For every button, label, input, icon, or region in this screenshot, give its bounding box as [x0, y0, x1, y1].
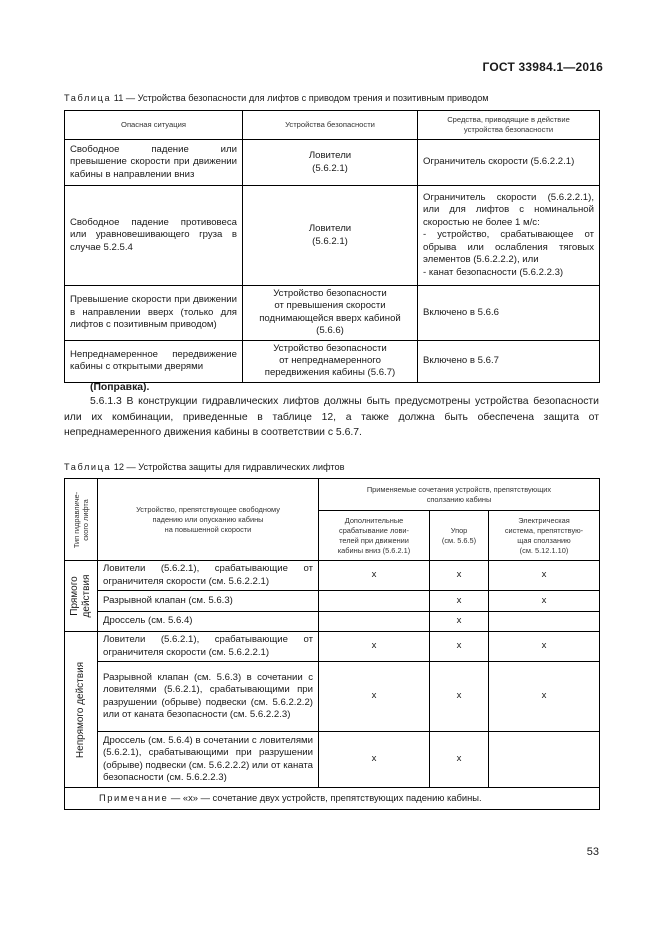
mark-cell: x: [430, 732, 489, 788]
table-row: [65, 662, 600, 732]
device-line: (5.6.2.1): [312, 235, 348, 247]
device-line: от непреднамеренного передвижения кабины (5.6.7): [264, 355, 396, 379]
table-row: [65, 186, 600, 286]
device-line: Устройство безопасности: [273, 288, 387, 299]
device-cell: Ловители (5.6.2.1), срабатывающие от ограничителя скорости (см. 5.6.2.2.1): [98, 561, 319, 591]
header-line: щая сползанию: [517, 535, 571, 545]
mark-cell: [319, 591, 430, 612]
situation-cell: Непреднамеренное передвижение кабины с открытыми дверями: [65, 340, 243, 382]
mark-cell: x: [489, 561, 600, 591]
mark-cell: x: [430, 561, 489, 591]
table-12-note: [65, 788, 600, 810]
table-row: [65, 591, 600, 612]
header-line: Дополнительные: [344, 515, 404, 525]
table-11: [64, 110, 600, 383]
subheader-safety-gear: [319, 511, 430, 561]
mark-cell: x: [319, 561, 430, 591]
correction-note: (Поправка).: [90, 382, 150, 393]
header-line: Упор: [450, 525, 468, 535]
subheader-stop: [430, 511, 489, 561]
header-line: система, препятствую-: [504, 525, 584, 535]
device-cell: Разрывной клапан (см. 5.6.3): [98, 591, 319, 612]
situation-cell: Превышение скорости при движении в направлении вверх (только для лифтов с позитивным приводом): [65, 286, 243, 341]
note-prefix: Примечание: [99, 792, 169, 804]
device-cell: [243, 186, 418, 286]
device-line: от превышения скорости поднимающейся вверх кабиной (5.6.6): [259, 300, 401, 337]
table-11-header-device: Устройства безопасности: [243, 111, 418, 140]
situation-cell: Свободное падение или превышение скорости при движении кабины в направлении вниз: [65, 140, 243, 186]
table-row: [65, 140, 600, 186]
table-11-header-situation: Опасная ситуация: [65, 111, 243, 140]
group-line: действия: [81, 574, 92, 618]
device-cell: Разрывной клапан (см. 5.6.3) в сочетании с ловителями (5.6.2.1), срабатывающими при разрушении (обрыве) подвески (см. 5.6.2.2.2) или от каната безопасности (см. 5.6.2.2.3): [98, 662, 319, 732]
table-row: [65, 340, 600, 382]
situation-cell: Свободное падение противовеса или уравновешивающего груза в случае 5.2.5.4: [65, 186, 243, 286]
header-line: (см. 5.6.5): [441, 535, 477, 545]
table-11-caption-text: 11 — Устройства безопасности для лифтов с приводом трения и позитивным приводом: [111, 93, 489, 103]
mark-cell: x: [489, 591, 600, 612]
table-12-header-row: [65, 479, 600, 511]
mark-cell: x: [430, 612, 489, 632]
table-12-caption: [64, 461, 345, 473]
device-line: (5.6.2.1): [312, 162, 348, 174]
note-text: — «х» — сочетание двух устройств, препятствующих падению кабины.: [168, 792, 482, 804]
table-12-note-row: [65, 788, 600, 810]
table-row: [65, 732, 600, 788]
mark-cell: x: [430, 591, 489, 612]
table-12: [64, 478, 600, 810]
group-direct-action: [65, 561, 98, 632]
mark-cell: x: [489, 662, 600, 732]
device-line: Ловители: [308, 223, 352, 235]
group-direct-action-label: [69, 575, 93, 618]
means-line: Ограничитель скорости (5.6.2.2.1), или для лифтов с номинальной скоростью не более 1 м/с:: [423, 192, 594, 228]
table-12-caption-text: 12 — Устройства защиты для гидравлических лифтов: [111, 462, 345, 472]
table-row: [65, 632, 600, 662]
device-cell: Дроссель (см. 5.6.4) в сочетании с ловителями (5.6.2.1), срабатывающими при разрушении (обрыве) подвески (см. 5.6.2.2.2) или от каната безопасности (см. 5.6.2.2.3): [98, 732, 319, 788]
header-lift-type-text: [72, 491, 90, 547]
mark-cell: x: [489, 632, 600, 662]
header-line: телей при движении: [339, 535, 409, 545]
device-cell: [243, 286, 418, 341]
means-cell: Включено в 5.6.6: [418, 286, 600, 341]
clause-5-6-1-3: 5.6.1.3 В конструкции гидравлических лифтов должны быть предусмотрены устройства безопасности или их комбинации, приведенные в таблице 12, а также должна быть обеспечена защита от непреднамеренного движения кабины в соответствии с 5.6.7.: [64, 396, 599, 438]
device-cell: [243, 340, 418, 382]
mark-cell: x: [430, 632, 489, 662]
device-cell: [243, 140, 418, 186]
device-line: Устройство безопасности: [273, 342, 387, 354]
table-row: [65, 561, 600, 591]
group-line: Непрямого действия: [75, 661, 86, 758]
means-line: - канат безопасности (5.6.2.2.3): [423, 266, 564, 278]
header-device: [98, 479, 319, 561]
table-row: [65, 286, 600, 341]
group-line: Прямого: [69, 576, 80, 616]
header-line: срабатывание лови-: [339, 525, 409, 535]
table-11-caption-prefix: Таблица: [64, 93, 112, 103]
mark-cell: [489, 732, 600, 788]
header-line: Электрическая: [518, 515, 570, 525]
group-indirect-action-label: [75, 661, 87, 757]
mark-cell: x: [319, 632, 430, 662]
device-cell: Дроссель (см. 5.6.4): [98, 612, 319, 632]
page-number: 53: [586, 846, 599, 858]
header-combinations: [319, 479, 600, 511]
table-11-header-row: [65, 111, 600, 140]
means-line: - устройство, срабатывающее от обрыва или ослабления тяговых элементов (5.6.2.2.2), или: [423, 229, 594, 266]
mark-cell: [489, 612, 600, 632]
table-row: [65, 612, 600, 632]
table-12-caption-prefix: Таблица: [64, 462, 112, 472]
header-line: падению или опусканию кабины: [152, 514, 264, 524]
header-line: ского лифта: [81, 498, 90, 541]
standard-header: ГОСТ 33984.1—2016: [482, 60, 603, 74]
header-line: сползанию кабины: [426, 494, 492, 504]
means-cell: Ограничитель скорости (5.6.2.2.1): [418, 140, 600, 186]
header-line: Устройство, препятствующее свободному: [136, 504, 280, 514]
group-indirect-action: [65, 632, 98, 788]
header-lift-type: [65, 479, 98, 561]
header-line: (см. 5.12.1.10): [519, 545, 569, 555]
header-line: Применяемые сочетания устройств, препятствующих: [366, 484, 552, 494]
device-cell: Ловители (5.6.2.1), срабатывающие от ограничителя скорости (см. 5.6.2.2.1): [98, 632, 319, 662]
mark-cell: [319, 612, 430, 632]
table-11-caption: [64, 92, 489, 104]
device-line: Ловители: [308, 150, 352, 162]
table-11-header-means: Средства, приводящие в действие устройства безопасности: [418, 111, 600, 140]
mark-cell: x: [319, 662, 430, 732]
means-cell: Включено в 5.6.7: [418, 340, 600, 382]
subheader-electric-system: [489, 511, 600, 561]
header-line: Тип гидравличе-: [72, 491, 81, 548]
mark-cell: x: [430, 662, 489, 732]
header-line: на повышенной скорости: [164, 524, 252, 534]
header-line: кабины вниз (5.6.2.1): [337, 545, 411, 555]
mark-cell: x: [319, 732, 430, 788]
means-cell: [418, 186, 600, 286]
